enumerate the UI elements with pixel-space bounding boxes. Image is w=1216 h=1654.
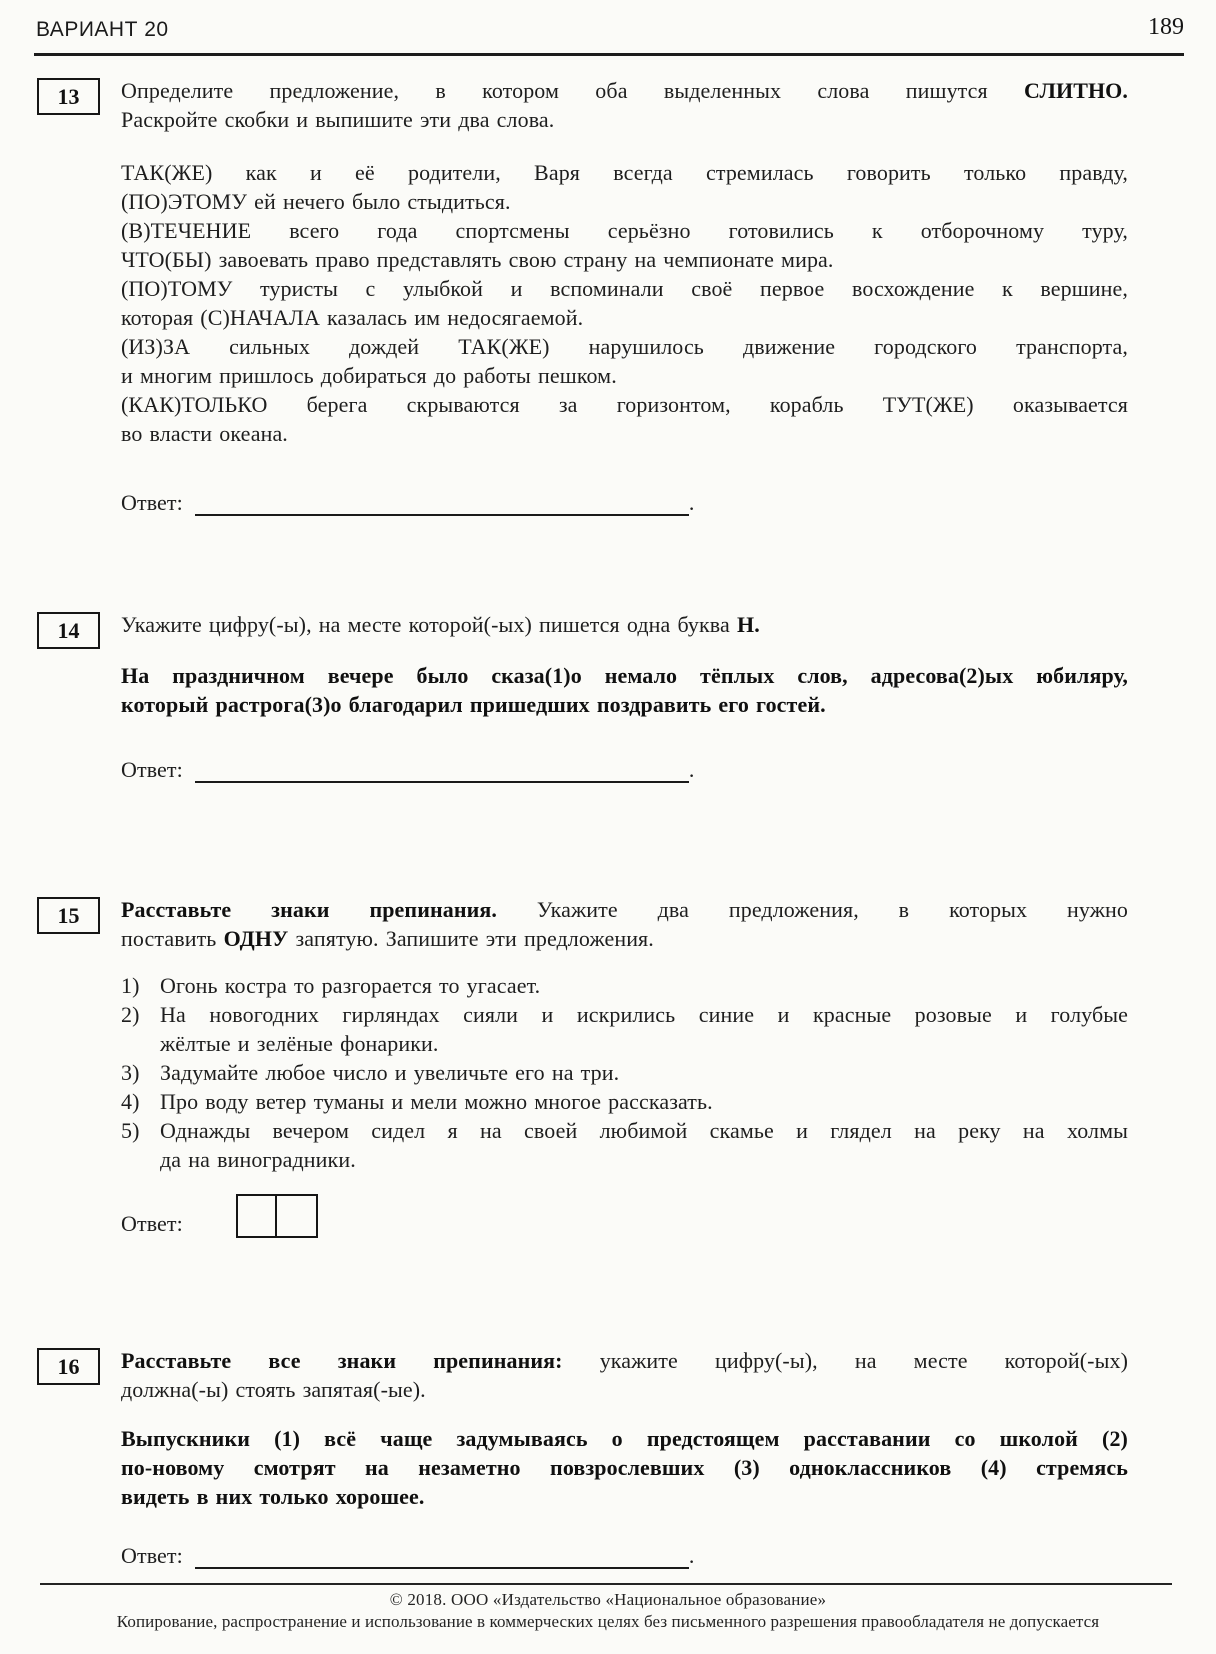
- task-15-options-list: [121, 971, 1128, 1174]
- task-14-section: [37, 610, 1128, 784]
- text-line: видеть в них только хорошее.: [121, 1484, 425, 1509]
- list-item: [121, 1058, 1128, 1087]
- text-line: (ПО)ЭТОМУ ей нечего было стыдиться.: [121, 189, 511, 214]
- list-item-number: 2): [121, 1002, 140, 1027]
- text-line: (ПО)ТОМУ туристы с улыбкой и вспоминали своё первое восхождение к вершине,: [121, 276, 1128, 301]
- answer-period: .: [688, 757, 695, 782]
- text-line: На праздничном вечере было сказа(1)о немало тёплых слов, адресова(2)ых юбиляру,: [121, 663, 1128, 688]
- answer-cell[interactable]: [277, 1194, 318, 1238]
- answer-blank-line[interactable]: [195, 492, 689, 516]
- task-16-section: [37, 1346, 1128, 1570]
- instruction-bold-text: СЛИТНО.: [1024, 78, 1128, 103]
- task-15-instruction: [121, 895, 1128, 953]
- instruction-text: укажите цифру(-ы), на месте которой(-ых): [599, 1348, 1128, 1373]
- instruction-text: поставить: [121, 926, 217, 951]
- list-item: [121, 1116, 1128, 1174]
- answer-period: .: [688, 490, 695, 515]
- text-line: во власти океана.: [121, 421, 288, 446]
- list-item-number: 5): [121, 1118, 140, 1143]
- list-item: [121, 971, 1128, 1000]
- task-14-instruction: [121, 610, 1128, 639]
- task-15-section: [37, 895, 1128, 1238]
- task-15-number-box: 15: [37, 897, 100, 934]
- instruction-text: должна(-ы) стоять запятая(-ые).: [121, 1377, 426, 1402]
- list-item-number: 3): [121, 1060, 140, 1085]
- answer-cells: [236, 1194, 318, 1238]
- instruction-text: Определите предложение, в котором оба выделенных слова пишутся: [121, 78, 988, 103]
- text-line: Выпускники (1) всё чаще задумываясь о предстоящем расставании со школой (2): [121, 1426, 1128, 1451]
- answer-cell[interactable]: [236, 1194, 277, 1238]
- list-item-number: 4): [121, 1089, 140, 1114]
- answer-period: .: [688, 1543, 695, 1568]
- instruction-bold-text: ОДНУ: [223, 926, 289, 951]
- text-line: ЧТО(БЫ) завоевать право представлять свою страну на чемпионате мира.: [121, 247, 834, 272]
- answer-blank-line[interactable]: [195, 759, 689, 783]
- instruction-text: Укажите два предложения, в которых нужно: [536, 897, 1129, 922]
- text-line: ТАК(ЖЕ) как и её родители, Варя всегда стремилась говорить только правду,: [121, 160, 1128, 185]
- answer-label: Ответ:: [121, 1211, 183, 1236]
- instruction-bold-text: Расставьте знаки препинания.: [121, 897, 498, 922]
- header-page-number: 189: [1148, 14, 1184, 40]
- task-16-instruction: [121, 1346, 1128, 1404]
- list-item: [121, 1000, 1128, 1058]
- header-variant-label: ВАРИАНТ 20: [36, 18, 169, 41]
- answer-label: Ответ:: [121, 1543, 183, 1568]
- text-line: (КАК)ТОЛЬКО берега скрываются за горизонтом, корабль ТУТ(ЖЕ) оказывается: [121, 392, 1128, 417]
- list-item-text: Задумайте любое число и увеличьте его на три.: [160, 1060, 620, 1085]
- text-line: по-новому смотрят на незаметно повзрослевших (3) одноклассников (4) стремясь: [121, 1455, 1128, 1480]
- text-line: и многим пришлось добираться до работы пешком.: [121, 363, 617, 388]
- instruction-text: Укажите цифру(-ы), на месте которой(-ых) пишется одна буква: [121, 612, 730, 637]
- task-13-section: [37, 76, 1128, 517]
- instruction-text: Раскройте скобки и выпишите эти два слова.: [121, 107, 555, 132]
- task-13-answer-row: [121, 488, 1128, 517]
- answer-label: Ответ:: [121, 490, 183, 515]
- task-13-number-box: 13: [37, 78, 100, 115]
- instruction-text: запятую. Запишите эти предложения.: [295, 926, 654, 951]
- task-16-answer-row: [121, 1541, 1128, 1570]
- footer-notice: Копирование, распространение и использование в коммерческих целях без письменного разрешения правообладателя не допускается: [116, 1612, 1100, 1631]
- text-line: который растрога(3)о благодарил пришедших поздравить его гостей.: [121, 692, 826, 717]
- task-16-body: [121, 1424, 1128, 1511]
- task-14-body: [121, 661, 1128, 719]
- task-14-answer-row: [121, 755, 1128, 784]
- list-item-number: 1): [121, 973, 140, 998]
- task-13-body: [121, 158, 1128, 448]
- text-line: которая (С)НАЧАЛА казалась им недосягаемой.: [121, 305, 584, 330]
- instruction-bold-text: Расставьте все знаки препинания:: [121, 1348, 563, 1373]
- answer-label: Ответ:: [121, 757, 183, 782]
- list-item-text: Огонь костра то разгорается то угасает.: [160, 973, 541, 998]
- task-14-number-box: 14: [37, 612, 100, 649]
- task-13-instruction: [121, 76, 1128, 134]
- footer-copyright: © 2018. ООО «Издательство «Национальное образование»: [389, 1590, 827, 1609]
- text-line: (В)ТЕЧЕНИЕ всего года спортсмены серьёзно готовились к отборочному туру,: [121, 218, 1128, 243]
- list-item-text: Про воду ветер туманы и мели можно многое рассказать.: [160, 1089, 713, 1114]
- answer-blank-line[interactable]: [195, 1545, 689, 1569]
- list-item-text: Однажды вечером сидел я на своей любимой скамье и глядел на реку на холмы да на виноградники.: [160, 1118, 1128, 1172]
- task-15-answer-row: [121, 1194, 1128, 1238]
- header-rule: [34, 53, 1184, 56]
- list-item-text: На новогодних гирляндах сияли и искрились синие и красные розовые и голубые жёлтые и зелёные фонарики.: [160, 1002, 1128, 1056]
- footer-rule: [40, 1583, 1172, 1585]
- instruction-bold-text: Н.: [736, 612, 760, 637]
- text-line: (ИЗ)ЗА сильных дождей ТАК(ЖЕ) нарушилось движение городского транспорта,: [121, 334, 1128, 359]
- task-16-number-box: 16: [37, 1348, 100, 1385]
- list-item: [121, 1087, 1128, 1116]
